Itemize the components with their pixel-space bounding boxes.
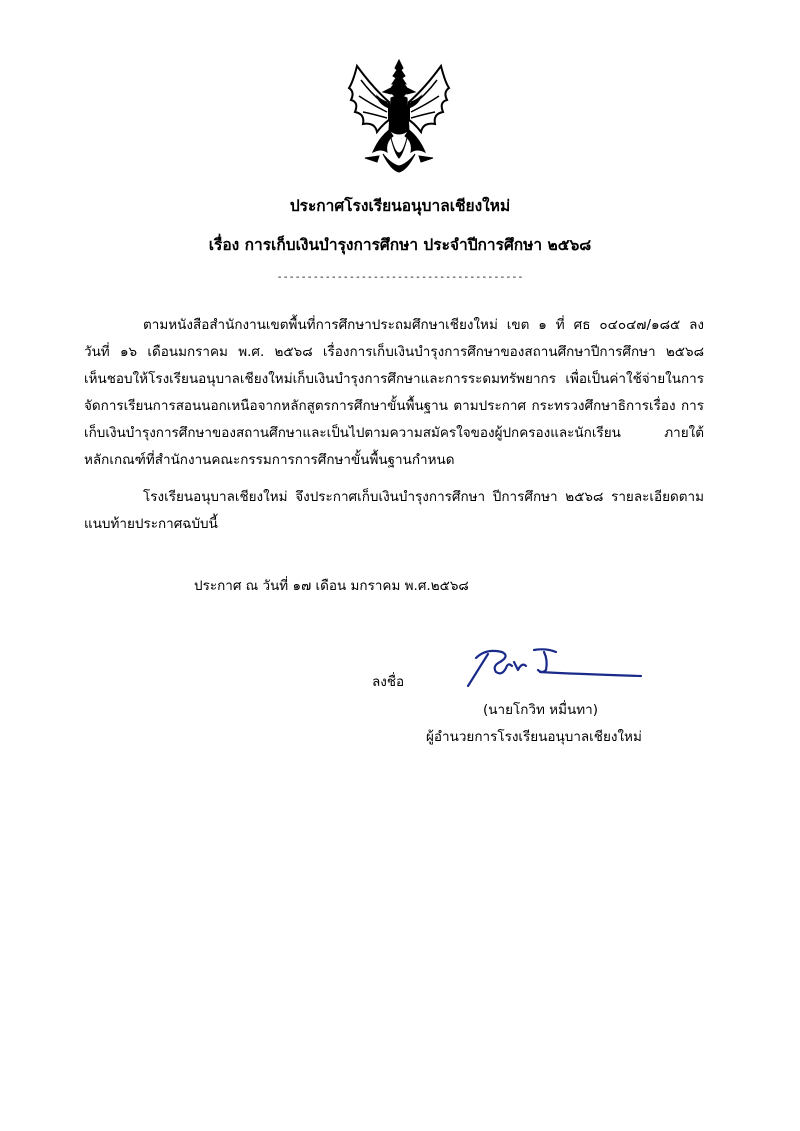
paragraph1-line3: เห็นชอบให้โรงเรียนอนุบาลเชียงใหม่เก็บเงินบำรุงการศึกษาและการระดมทรัพยากร เพื่อเป็นค่าใช้จ่ายในการ	[84, 371, 704, 387]
garuda-emblem-icon	[343, 58, 455, 178]
announce-date: ประกาศ ณ วันที่ ๑๗ เดือน มกราคม พ.ศ.๒๕๖๘	[194, 578, 469, 594]
paragraph2-line2: แนบท้ายประกาศฉบับนี้	[84, 516, 218, 532]
document-title: ประกาศโรงเรียนอนุบาลเชียงใหม่	[289, 197, 511, 215]
paragraph2-line1: โรงเรียนอนุบาลเชียงใหม่ จึงประกาศเก็บเงินบำรุงการศึกษา ปีการศึกษา ๒๕๖๘ รายละเอียดตาม	[143, 489, 704, 505]
paragraph1-line4: จัดการเรียนการสอนนอกเหนือจากหลักสูตรการศึกษาขั้นพื้นฐาน ตามประกาศ กระทรวงศึกษาธิการเรื่อง การ	[84, 398, 704, 414]
paragraph1-line2: วันที่ ๑๖ เดือนมกราคม พ.ศ. ๒๕๖๘ เรื่องการเก็บเงินบำรุงการศึกษาของสถานศึกษาปีการศึกษา ๒๕๖๘	[84, 344, 704, 360]
document-subject: เรื่อง การเก็บเงินบำรุงการศึกษา ประจำปีการศึกษา ๒๕๖๘	[208, 236, 592, 254]
divider-line: -----------------------------------------	[276, 272, 524, 283]
signer-position: ผู้อำนวยการโรงเรียนอนุบาลเชียงใหม่	[426, 729, 642, 745]
paragraph1-line6: หลักเกณฑ์ที่สำนักงานคณะกรรมการการศึกษาขั้นพื้นฐานกำหนด	[84, 452, 455, 468]
paragraph1-line1: ตามหนังสือสำนักงานเขตพื้นที่การศึกษาประถมศึกษาเชียงใหม่ เขต ๑ ที่ ศธ ๐๔๐๔๗/๑๘๕ ลง	[143, 317, 704, 333]
sign-label: ลงชื่อ	[372, 674, 405, 690]
signer-name: (นายโกวิท หมื่นทา)	[483, 702, 598, 718]
handwritten-signature	[456, 640, 646, 700]
paragraph1-line5: เก็บเงินบำรุงการศึกษาของสถานศึกษาและเป็นไปตามความสมัครใจของผู้ปกครองและนักเรียน ภายใต้	[84, 425, 704, 441]
